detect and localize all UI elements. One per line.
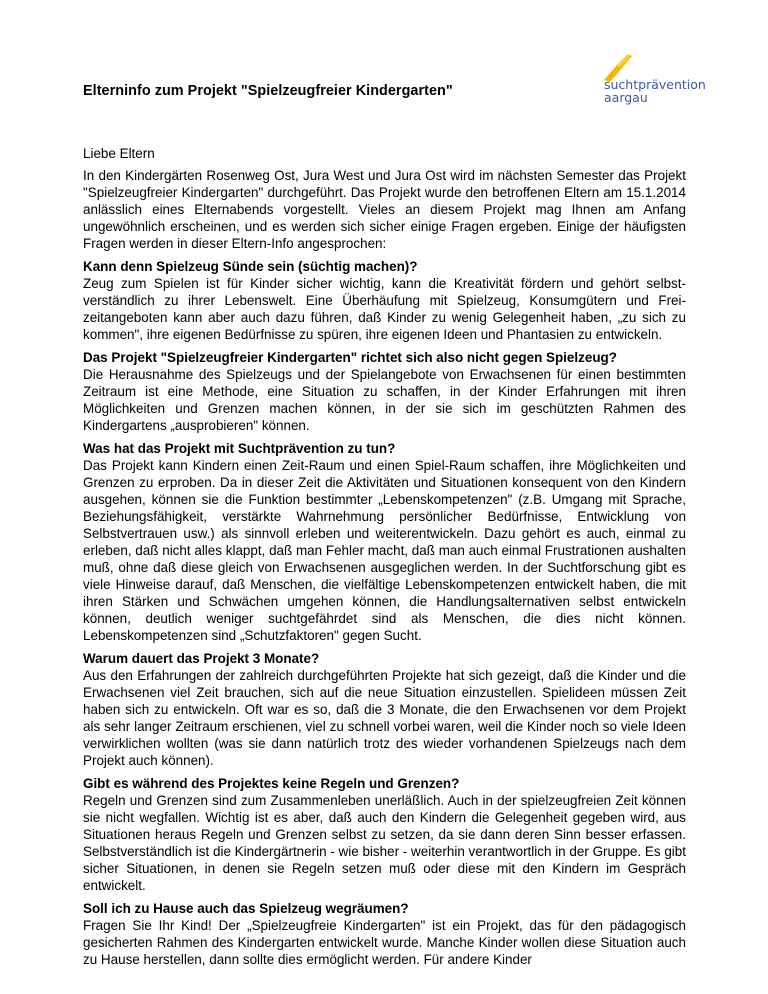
question-heading: Soll ich zu Hause auch das Spielzeug wegräumen? xyxy=(83,901,409,916)
answer-paragraph: Fragen Sie Ihr Kind! Der „Spielzeugfreie Kindergarten" ist ein Projekt, das für den pädagogisch gesicherten Rahmen des Kindergarten entwickelt wurde. Manche Kinder wollen diese Situation auch zu Hause herstellen, dann sollte dies ermöglicht werden. Für andere Kinder xyxy=(83,918,686,967)
intro-paragraph: In den Kindergärten Rosenweg Ost, Jura West und Jura Ost wird im nächsten Semester das Projekt "Spielzeugfreier Kindergarten" durchgeführt. Das Projekt wurde den betroffenen Eltern am 15.1.2014 anlässlich eines Elternabends vorgestellt. Vieles an diesem Projekt mag Ihnen am Anfang ungewöhnlich erscheinen, und es werden sich sicher einige Fragen ergeben. Einige der häufigsten Fragen werden in dieser Eltern-Info angesprochen: xyxy=(83,168,686,251)
answer-paragraph: Regeln und Grenzen sind zum Zusammenleben unerläßlich. Auch in der spielzeugfreien Zeit können sie nicht wegfallen. Wichtig ist es aber, daß auch den Kindern die Gelegenheit gegeben wird, aus Situationen heraus Regeln und Grenzen selbst zu setzen, da sie dann deren Sinn besser erfassen. Selbstverständlich ist die Kindergärtnerin - wie bisher - weiterhin verantwortlich in der Gruppe. Es gibt sicher Situationen, in denen sie Regeln setzen muß oder diese mit den Kindern im Gespräch entwickelt. xyxy=(83,793,686,893)
logo-line-2: aargau xyxy=(604,90,648,105)
answer-paragraph: Das Projekt kann Kindern einen Zeit-Raum und einen Spiel-Raum schaffen, ihre Möglichkeiten und Grenzen zu erproben. Da in dieser Zeit die Aktivitäten und Situationen konsequent von den Kindern ausgehen, können sie die Funktion bestimmter „Lebenskompetenzen" (z.B. Umgang mit Sprache, Beziehungsfähigkeit, verstärkte Wahrnehmung persönlicher Bedürfnisse, Entwicklung von Selbstvertrauen usw.) als sinnvoll erleben und weiterentwickeln. Dazu gehört es auch, einmal zu erleben, daß nicht alles klappt, daß man Fehler macht, daß man auch einmal Frustrationen aushalten muß, ohne daß diese gleich von Erwachsenen ausgeglichen werden. In der Suchtforschung gibt es viele Hinweise darauf, daß Menschen, die vielfältige Lebenskompetenzen entwickelt haben, die mit ihren Stärken und Schwächen umgehen können, die Handlungsalternativen selbst entwickeln können, deutlich weniger suchtgefährdet sind als Menschen, die dies nicht können. Lebenskompetenzen sind „Schutzfaktoren" gegen Sucht. xyxy=(83,458,686,643)
question-heading: Was hat das Projekt mit Suchtprävention zu tun? xyxy=(83,441,396,456)
salutation: Liebe Eltern xyxy=(83,146,155,161)
letter-body xyxy=(83,145,686,974)
answer-paragraph: Zeug zum Spielen ist für Kinder sicher wichtig, kann die Kreativität fördern und gehört selbstverständlich zu ihrer Lebenswelt. Eine Überhäufung mit Spielzeug, Konsumgütern und Freizeitangeboten kann aber auch dazu führen, daß Kinder zu wenig Gelegenheit haben, „zu sich zu kommen", ihre eigenen Bedürfnisse zu spüren, ihre eigenen Ideen und Phantasien zu entwickeln. xyxy=(83,276,686,342)
answer-paragraph: Aus den Erfahrungen der zahlreich durchgeführten Projekte hat sich gezeigt, daß die Kinder und die Erwachsenen viel Zeit brauchen, sich auf die neue Situation einzustellen. Spielideen müssen Zeit haben sich zu entwickeln. Oft war es so, daß die 3 Monate, die den Erwachsenen vor dem Projekt als sehr langer Zeitraum erschienen, viel zu schnell vorbei waren, weil die Kinder noch so viele Ideen verwirklichen wollten (was sie dann natürlich trotz des wieder vorhandenen Spielzeugs nach dem Projekt auch können). xyxy=(83,668,686,768)
logo-line-1: suchtprävention xyxy=(604,77,706,92)
suchtpraevention-aargau-logo xyxy=(582,52,706,110)
document-title: Elterninfo zum Projekt "Spielzeugfreier Kindergarten" xyxy=(83,83,453,99)
question-heading: Kann denn Spielzeug Sünde sein (süchtig machen)? xyxy=(83,259,418,274)
question-heading: Das Projekt "Spielzeugfreier Kindergarten" richtet sich also nicht gegen Spielzeug? xyxy=(83,350,617,365)
question-heading: Gibt es während des Projektes keine Regeln und Grenzen? xyxy=(83,776,460,791)
answer-paragraph: Die Herausnahme des Spielzeugs und der Spielangebote von Erwachsenen für einen bestimmten Zeitraum ist eine Methode, eine Situation zu schaffen, in der Kinder Erfahrungen mit ihren Möglichkeiten und Grenzen machen können, in der sie sich im geschützten Rahmen des Kindergartens „ausprobieren" können. xyxy=(83,367,686,433)
question-heading: Warum dauert das Projekt 3 Monate? xyxy=(83,651,320,666)
